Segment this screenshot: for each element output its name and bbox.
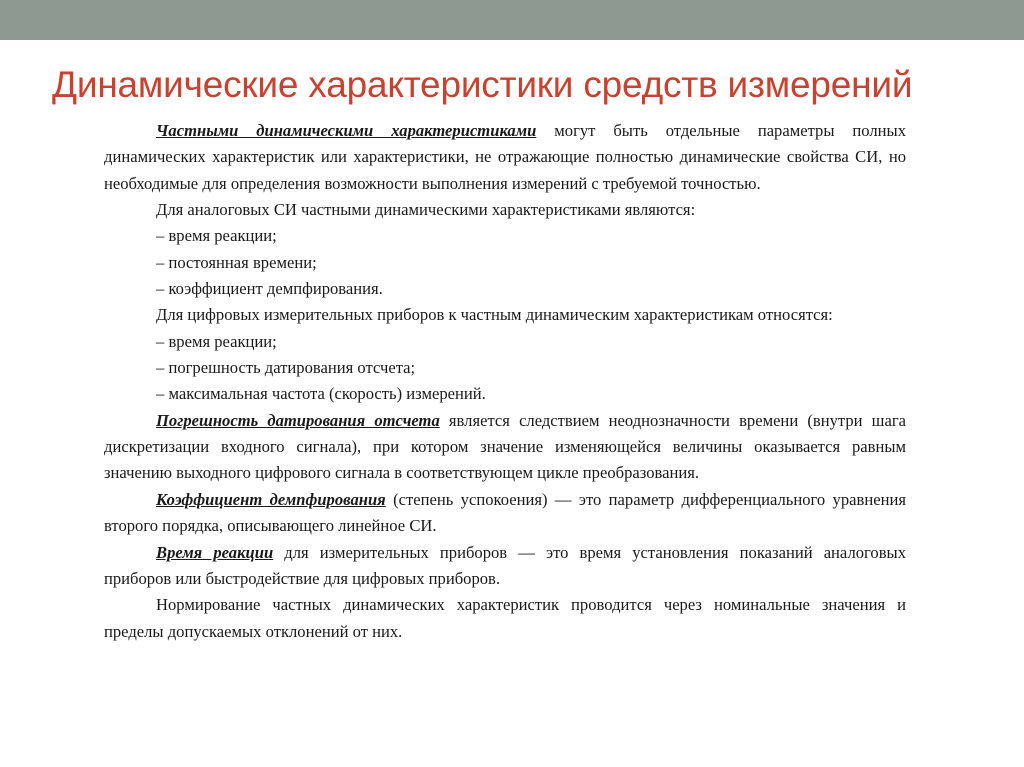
paragraph-dating-error-text: является следствием неоднозначности времени (внутри шага дискретизации входного сигнала), при котором значение изменяющейся величины оказывается равным значению выходного цифрового сигнала в соответствующем цикле преобразования. xyxy=(104,410,906,483)
paragraph-response-time xyxy=(104,540,906,593)
paragraph-definition-text: могут быть отдельные параметры полных динамических характеристик или характеристики, не отражающие полностью динамические свойства СИ, но необходимые для определения возможности выполнения измерений с требуемой точностью. xyxy=(104,121,906,193)
term-private-dynamic-characteristics: Частными динамическими характеристиками xyxy=(156,121,537,140)
page-title: Динамические характеристики средств измерений xyxy=(52,64,913,105)
list-item: – время реакции; xyxy=(156,226,277,246)
paragraph-damping xyxy=(104,487,906,540)
paragraph-dating-error xyxy=(104,408,906,487)
top-band xyxy=(0,0,1024,40)
term-response-time: Время реакции xyxy=(156,542,274,562)
list-item: – постоянная времени; xyxy=(156,252,317,272)
paragraph-definition xyxy=(104,118,906,197)
paragraph-response-time-text: для измерительных приборов — это время установления показаний аналоговых приборов или быстродействие для цифровых приборов. xyxy=(104,542,906,588)
list-item: – время реакции; xyxy=(156,331,277,351)
paragraph-analog-intro: Для аналоговых СИ частными динамическими характеристиками являются: xyxy=(156,200,696,220)
paragraph-normalization: Нормирование частных динамических характеристик проводится через номинальные значения и пределы допускаемых отклонений от них. xyxy=(104,595,906,641)
slide-body xyxy=(104,118,906,645)
list-item: – погрешность датирования отсчета; xyxy=(156,358,416,378)
term-dating-error: Погрешность датирования отсчета xyxy=(156,410,440,430)
list-item: – максимальная частота (скорость) измерений. xyxy=(156,384,486,404)
list-item: – коэффициент демпфирования. xyxy=(156,279,383,299)
paragraph-digital-intro: Для цифровых измерительных приборов к частным динамическим характеристикам относятся: xyxy=(156,305,833,325)
term-damping-coefficient: Коэффициент демпфирования xyxy=(156,489,386,509)
paragraph-damping-text: (степень успокоения) — это параметр дифференциального уравнения второго порядка, описывающего линейное СИ. xyxy=(104,489,906,536)
